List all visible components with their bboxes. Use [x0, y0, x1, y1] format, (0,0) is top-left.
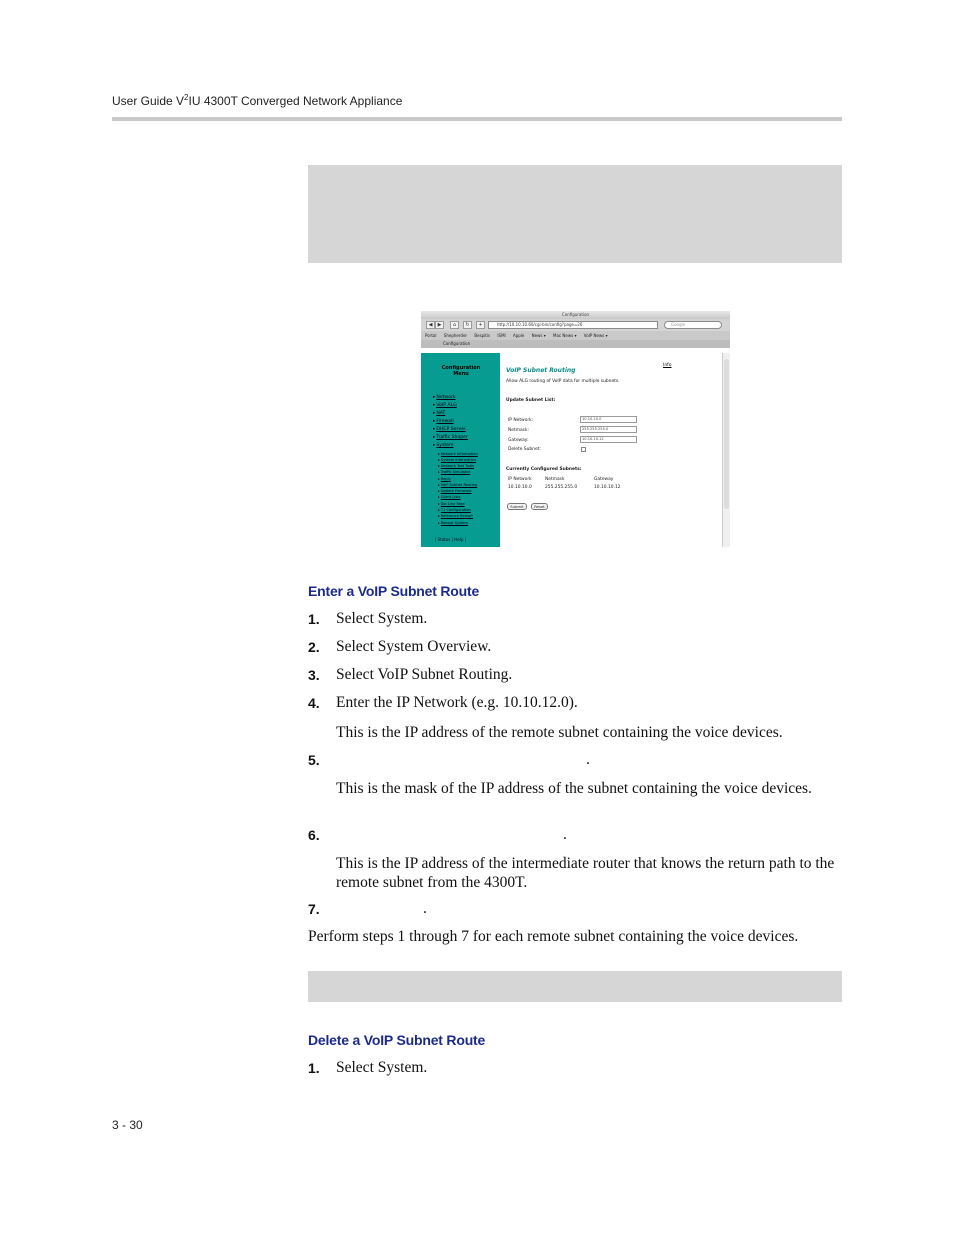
content-title: VoIP Subnet Routing	[506, 367, 576, 374]
configuration-screenshot	[421, 311, 730, 547]
step-number: 7.	[308, 901, 320, 917]
tab-configuration[interactable]: Configuration	[421, 340, 730, 348]
bookmark-item[interactable]: VoIP News ▾	[583, 333, 608, 338]
submenu-item[interactable]: ▸ VoIP Subnet Routing	[438, 483, 477, 487]
section-heading-delete-route: Delete a VoIP Subnet Route	[308, 1032, 486, 1048]
row-gateway: 10.10.10.12	[594, 485, 621, 490]
forward-button[interactable]: ▶	[435, 321, 444, 329]
col-header-gateway: Gateway	[594, 477, 614, 482]
menu-title	[435, 365, 487, 377]
submenu-item[interactable]: ▸ T1 Configuration	[438, 508, 471, 512]
bookmarks-bar	[421, 331, 730, 340]
header-text-rest: IU 4300T Converged Network Appliance	[188, 94, 403, 108]
config-content-panel	[500, 353, 722, 547]
submenu-item[interactable]: ▸ Reference Restart	[438, 514, 473, 518]
submenu-item[interactable]: ▸ System Information	[438, 458, 476, 462]
step-number: 4.	[308, 695, 320, 711]
delete-subnet-label: Delete Subnet:	[508, 447, 541, 452]
bookmark-item[interactable]: Portal	[425, 333, 437, 338]
submenu-item[interactable]: ▸ Traffic Simulator	[438, 470, 470, 474]
submenu-item[interactable]: ▸ Set Line Rate	[438, 502, 465, 506]
gateway-input[interactable]: 10.10.10.12	[580, 436, 637, 443]
step-number: 1.	[308, 1060, 320, 1076]
delete-subnet-checkbox[interactable]	[581, 447, 586, 452]
search-field[interactable]: Google	[664, 321, 722, 329]
scrollbar[interactable]	[722, 353, 730, 547]
step-6-explanation: This is the IP address of the intermediate router that knows the return path to the remote subnet from the 4300T.	[336, 855, 835, 891]
window-titlebar: Configuration	[421, 311, 730, 319]
netmask-label: Netmask:	[508, 428, 529, 433]
config-menu-sidebar	[421, 353, 500, 547]
submenu-item[interactable]: ▸ Client Lists	[438, 495, 461, 499]
step-number: 3.	[308, 667, 320, 683]
step-number: 2.	[308, 639, 320, 655]
address-bar[interactable]: http://10.10.10.60/cgi-bin/config?page=26	[488, 321, 658, 329]
current-subnets-heading: Currently Configured Subnets:	[506, 467, 582, 472]
menu-item-network[interactable]: ▸ Network	[433, 395, 456, 400]
bookmark-item[interactable]: Mac News ▾	[553, 333, 577, 338]
info-link[interactable]: Info	[663, 363, 672, 368]
submenu-item[interactable]: ▸ Update Firmware	[438, 489, 471, 493]
menu-item-system[interactable]: ▸ System	[433, 443, 453, 448]
menu-item-firewall[interactable]: ▸ Firewall	[433, 419, 454, 424]
menu-item-dhcp-server[interactable]: ▸ DHCP Server	[433, 427, 466, 432]
step-text: Select VoIP Subnet Routing.	[336, 666, 513, 683]
menu-item-nat[interactable]: ▸ NAT	[433, 411, 445, 416]
bookmark-item[interactable]: ISMI	[497, 333, 506, 338]
step-5-explanation: This is the mask of the IP address of the subnet containing the voice devices.	[336, 780, 812, 797]
submenu-item[interactable]: ▸ Network Test Tools	[438, 464, 474, 468]
step-text: Select System.	[336, 1059, 428, 1076]
bookmark-item[interactable]: Shepherder	[443, 333, 468, 338]
menu-footer-links[interactable]: | Status | Help |	[435, 537, 466, 542]
header-superscript: 2	[184, 93, 189, 102]
submenu-item[interactable]: ▸ Reply	[438, 477, 451, 481]
step-text: Enter the IP Network (e.g. 10.10.12.0).	[336, 694, 578, 711]
bookmark-item[interactable]: Bespitis	[474, 333, 491, 338]
menu-title-line1: Configuration	[441, 365, 481, 371]
col-header-netmask: Netmask	[545, 477, 565, 482]
home-icon[interactable]: ⌂	[450, 321, 459, 329]
note-box-middle	[308, 971, 842, 1002]
menu-item-traffic-shaper[interactable]: ▸ Traffic Shaper	[433, 435, 468, 440]
bookmark-item[interactable]: News ▾	[531, 333, 546, 338]
update-subnet-heading: Update Subnet List:	[506, 398, 556, 403]
row-ip-network: 10.10.10.0	[508, 485, 532, 490]
reset-button[interactable]: Reset	[531, 503, 548, 510]
closing-paragraph: Perform steps 1 through 7 for each remote subnet containing the voice devices.	[308, 928, 799, 945]
scrollbar-thumb[interactable]	[724, 359, 729, 509]
bookmark-item[interactable]: Apple	[512, 333, 525, 338]
header-rule	[112, 117, 842, 121]
header-text-main: User Guide V	[112, 94, 185, 108]
row-netmask: 255.255.255.0	[545, 485, 578, 490]
step-text: .	[563, 826, 567, 843]
menu-item-voip-alg[interactable]: ▸ VoIP ALG	[433, 403, 457, 408]
add-bookmark-button[interactable]: +	[476, 321, 485, 329]
step-text: .	[423, 900, 427, 917]
reload-icon[interactable]: ↻	[463, 321, 472, 329]
section-heading-enter-route: Enter a VoIP Subnet Route	[308, 583, 480, 599]
gateway-label: Gateway:	[508, 438, 529, 443]
back-button[interactable]: ◀	[426, 321, 435, 329]
step-text: Select System Overview.	[336, 638, 492, 655]
step-text: Select System.	[336, 610, 428, 627]
step-number: 1.	[308, 611, 320, 627]
content-description: Allow ALG routing of VoIP data for multiple subnets.	[506, 379, 620, 384]
step-number: 5.	[308, 752, 320, 768]
step-text: .	[586, 751, 590, 768]
ip-network-label: IP Network:	[508, 418, 534, 423]
submenu-item[interactable]: ▸ Network Information	[438, 452, 478, 456]
submenu-item[interactable]: ▸ Reboot System	[438, 521, 468, 525]
col-header-ip-network: IP Network	[508, 477, 532, 482]
submit-button[interactable]: Submit	[507, 503, 527, 510]
running-header	[112, 93, 402, 108]
step-number: 6.	[308, 827, 320, 843]
note-box-top	[308, 165, 842, 263]
menu-title-line2: Menu	[453, 371, 469, 377]
page-number: 3 - 30	[112, 1118, 143, 1132]
ip-network-input[interactable]: 10.10.10.0	[580, 416, 637, 423]
step-4-explanation: This is the IP address of the remote subnet containing the voice devices.	[336, 724, 783, 741]
netmask-input[interactable]: 255.255.255.0	[580, 426, 637, 433]
